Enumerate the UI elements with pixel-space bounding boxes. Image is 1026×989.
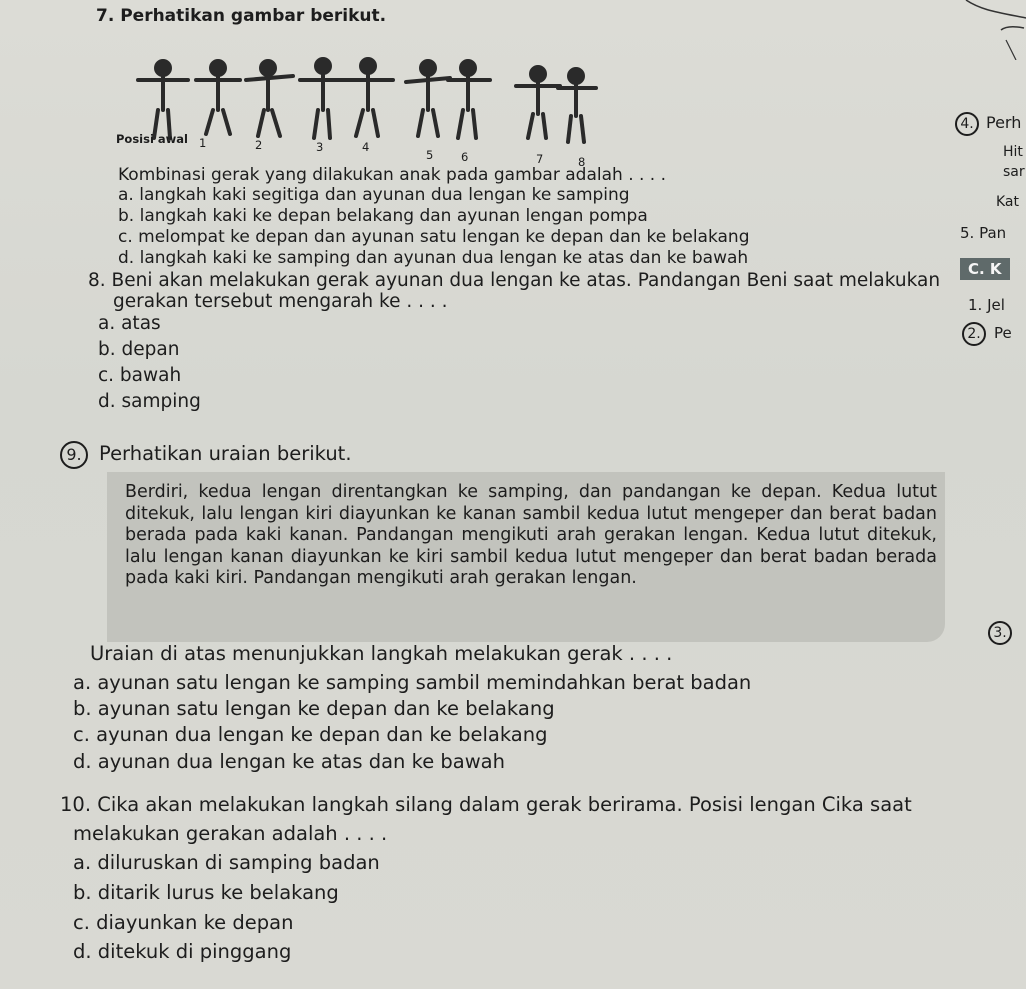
margin-hit: Hit: [1003, 144, 1023, 160]
q10-option-d: d. ditekuk di pinggang: [73, 940, 292, 963]
q9-option-a: a. ayunan satu lengan ke samping sambil memindahkan berat badan: [73, 671, 752, 694]
pose-label-2: 2: [255, 138, 263, 152]
q10-option-b: b. ditarik lurus ke belakang: [73, 881, 339, 904]
pose-label-0: Posisi awal: [116, 132, 188, 146]
margin-sar: sar: [1003, 164, 1025, 180]
margin-perh: Perh: [986, 113, 1022, 132]
margin-pe: Pe: [994, 324, 1012, 342]
q7-option-c: c. melompat ke depan dan ayunan satu lengan ke depan dan ke belakang: [118, 227, 750, 247]
margin-badge-2: 2.: [962, 322, 986, 346]
pose-label-3: 3: [316, 140, 324, 154]
q10-stem-line1: 10. Cika akan melakukan langkah silang dalam gerak berirama. Posisi lengan Cika saat: [60, 793, 912, 816]
q7-option-d: d. langkah kaki ke samping dan ayunan dua lengan ke atas dan ke bawah: [118, 248, 749, 268]
q9-option-c: c. ayunan dua lengan ke depan dan ke belakang: [73, 723, 548, 746]
q10-stem-line2: melakukan gerakan adalah . . . .: [73, 822, 388, 845]
pose-label-5: 5: [426, 148, 434, 162]
margin-badge-4: 4.: [955, 112, 979, 136]
q9-question: Uraian di atas menunjukkan langkah melakukan gerak . . . .: [90, 642, 673, 665]
q8-option-c: c. bawah: [98, 365, 182, 386]
pose-label-1: 1: [199, 136, 207, 150]
margin-ck: C. K: [960, 258, 1010, 280]
margin-badge-3: 3.: [988, 621, 1012, 645]
q7-stem: 7. Perhatikan gambar berikut.: [96, 6, 387, 26]
q9-stem: Perhatikan uraian berikut.: [99, 442, 352, 465]
margin-kat: Kat: [996, 194, 1020, 210]
margin-1: 1. Jel: [968, 296, 1005, 314]
margin-5: 5. Pan: [960, 224, 1007, 242]
q10-option-a: a. diluruskan di samping badan: [73, 851, 380, 874]
q9-passage: Berdiri, kedua lengan direntangkan ke samping, dan pandangan ke depan. Kedua lutut ditekuk, lalu lengan kiri diayunkan ke kanan sambil kedua lutut mengeper dan berat badan berada pada kaki kanan. Pandangan mengikuti arah gerakan lengan. Kedua lutut ditekuk, lalu lengan kanan diayunkan ke kiri sambil kedua lutut mengeper dan berat badan berada pada kaki kiri. Pandangan mengikuti arah gerakan lengan.: [125, 482, 937, 588]
pose-label-6: 6: [461, 150, 469, 164]
q9-option-d: d. ayunan dua lengan ke atas dan ke bawah: [73, 750, 505, 773]
q9-passage-box: [107, 472, 945, 642]
q10-option-c: c. diayunkan ke depan: [73, 911, 294, 934]
q8-stem-line1: 8. Beni akan melakukan gerak ayunan dua lengan ke atas. Pandangan Beni saat melakukan: [88, 270, 941, 291]
q7-question: Kombinasi gerak yang dilakukan anak pada gambar adalah . . . .: [118, 165, 667, 185]
pose-label-4: 4: [362, 140, 370, 154]
q9-option-b: b. ayunan satu lengan ke depan dan ke belakang: [73, 697, 555, 720]
q8-option-a: a. atas: [98, 313, 161, 334]
q8-option-b: b. depan: [98, 339, 180, 360]
pose-label-8: 8: [578, 155, 586, 169]
q9-number-badge: 9.: [60, 441, 88, 469]
q8-stem-line2: gerakan tersebut mengarah ke . . . .: [113, 291, 448, 312]
q7-option-a: a. langkah kaki segitiga dan ayunan dua lengan ke samping: [118, 185, 630, 205]
corner-sketch: [906, 0, 1026, 60]
q8-option-d: d. samping: [98, 391, 201, 412]
q7-option-b: b. langkah kaki ke depan belakang dan ayunan lengan pompa: [118, 206, 648, 226]
pose-label-7: 7: [536, 152, 544, 166]
